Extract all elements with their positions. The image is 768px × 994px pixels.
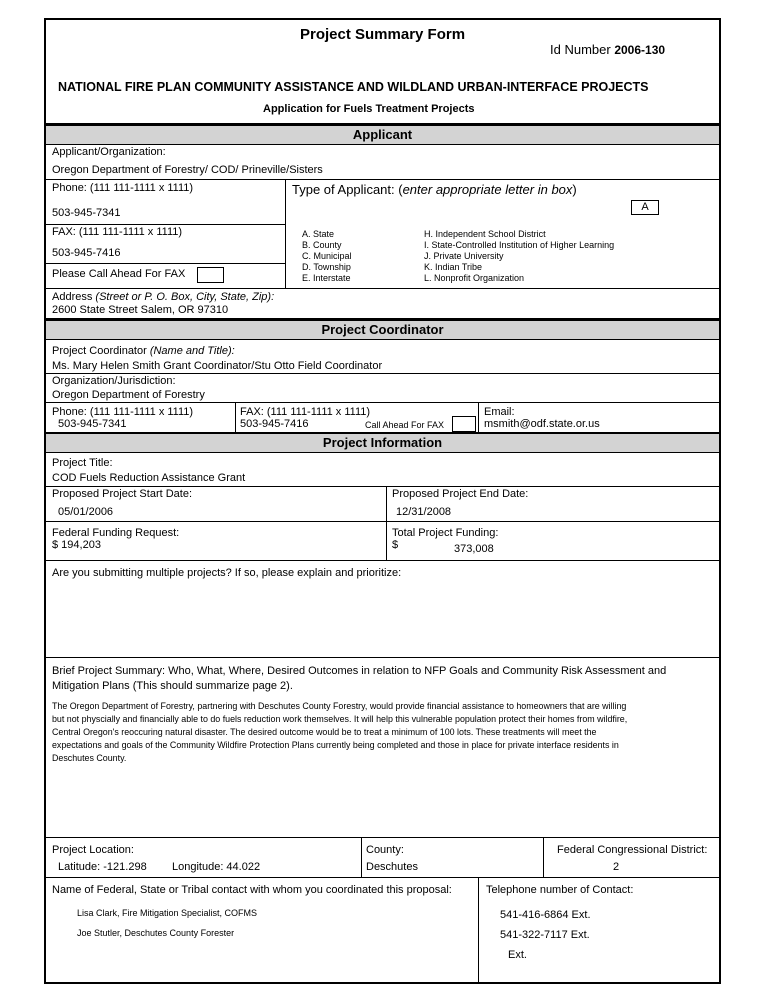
project-section-header: Project Information <box>46 433 719 453</box>
main-heading: NATIONAL FIRE PLAN COMMUNITY ASSISTANCE AND WILDLAND URBAN-INTERFACE PROJECTS <box>58 80 649 94</box>
summary-line: Central Oregon's reoccuring natural disaster. The desired outcome would be to treat a minimum of 100 lots. These treatments will meet the <box>52 727 597 737</box>
coordinator-call-ahead-checkbox[interactable] <box>452 416 476 432</box>
call-ahead-fax-checkbox[interactable] <box>197 267 224 283</box>
type-option-indian-tribe: K. Indian Tribe <box>424 262 483 272</box>
coordinator-call-ahead-label: Call Ahead For FAX <box>365 420 445 430</box>
type-option-township: D. Township <box>302 262 351 272</box>
contact-name-2[interactable]: Joe Stutler, Deschutes County Forester <box>77 928 235 938</box>
multiple-projects-field[interactable] <box>48 582 716 655</box>
type-option-county: B. County <box>302 240 342 250</box>
coordinator-phone-label: Phone: (111 111-1111 x 1111) <box>52 406 194 418</box>
coordinator-section-header: Project Coordinator <box>46 320 719 340</box>
id-number-value: 2006-130 <box>614 43 666 57</box>
type-option-nonprofit: L. Nonprofit Organization <box>424 273 525 283</box>
location-label: Project Location: <box>52 844 134 856</box>
applicant-fax-value[interactable]: 503-945-7416 <box>52 247 121 259</box>
end-date-label: Proposed Project End Date: <box>392 488 529 500</box>
contact-name-1[interactable]: Lisa Clark, Fire Mitigation Specialist, COFMS <box>77 908 258 918</box>
end-date-value[interactable]: 12/31/2008 <box>396 506 452 518</box>
call-ahead-fax-label: Please Call Ahead For FAX <box>52 268 186 280</box>
coordinator-fax-label: FAX: (111 111-1111 x 1111) <box>240 406 371 418</box>
federal-funding-value[interactable]: $ 194,203 <box>52 539 101 551</box>
summary-line: expectations and goals of the Community Wildfire Protection Plans currently being completed and those in place for private interface residents in <box>52 740 619 750</box>
multiple-projects-label: Are you submitting multiple projects? If so, please explain and prioritize: <box>52 567 402 579</box>
type-option-interstate: E. Interstate <box>302 273 351 283</box>
contact-phone-3[interactable]: Ext. <box>508 949 527 961</box>
coordinator-fax-value[interactable]: 503-945-7416 <box>240 418 309 430</box>
coordinator-org-value[interactable]: Oregon Department of Forestry <box>52 389 205 401</box>
project-title-label: Project Title: <box>52 457 113 469</box>
sub-heading: Application for Fuels Treatment Projects <box>263 103 475 115</box>
applicant-types-right <box>424 229 614 284</box>
address-value[interactable]: 2600 State Street Salem, OR 97310 <box>52 304 229 316</box>
coordinator-name-value[interactable]: Ms. Mary Helen Smith Grant Coordinator/Stu Otto Field Coordinator <box>52 360 383 372</box>
applicant-phone-value[interactable]: 503-945-7341 <box>52 207 121 219</box>
applicant-section-header: Applicant <box>46 125 719 145</box>
federal-funding-label: Federal Funding Request: <box>52 527 180 539</box>
type-option-municipal: C. Municipal <box>302 251 352 261</box>
contact-phone-2[interactable]: 541-322-7117 Ext. <box>500 929 590 941</box>
applicant-phone-label: Phone: (111 111-1111 x 1111) <box>52 182 194 194</box>
type-option-private-university: J. Private University <box>424 251 504 261</box>
summary-line: but not physcially and financially able to do fuels reduction work themselves. It will help this vulnerable population protect their homes from wildfire, <box>52 714 628 724</box>
contact-label: Name of Federal, State or Tribal contact with whom you coordinated this proposal: <box>52 884 452 896</box>
applicant-org-label: Applicant/Organization: <box>52 146 166 158</box>
county-value[interactable]: Deschutes <box>366 861 418 873</box>
type-option-school: H. Independent School District <box>424 229 546 239</box>
applicant-type-box[interactable]: A <box>631 200 659 215</box>
coordinator-org-label: Organization/Jurisdiction: <box>52 375 176 387</box>
applicant-fax-label: FAX: (111 111-1111 x 1111) <box>52 226 183 238</box>
latitude-value[interactable]: Latitude: -121.298 <box>58 861 147 873</box>
address-label: Address (Street or P. O. Box, City, State, Zip): <box>52 291 275 303</box>
summary-line: The Oregon Department of Forestry, partnering with Deschutes County Forestry, would provide financial assistance to homeowners that are willing <box>52 701 627 711</box>
contact-phone-1[interactable]: 541-416-6864 Ext. <box>500 909 591 921</box>
start-date-label: Proposed Project Start Date: <box>52 488 193 500</box>
coordinator-name-label: Project Coordinator (Name and Title): <box>52 345 235 357</box>
summary-label-line-1: Brief Project Summary: Who, What, Where, Desired Outcomes in relation to NFP Goals and Community Risk Assessment and <box>52 665 667 677</box>
applicant-org-value[interactable]: Oregon Department of Forestry/ COD/ Prineville/Sisters <box>52 164 323 176</box>
total-funding-value[interactable]: 373,008 <box>454 543 494 555</box>
total-funding-currency: $ <box>392 539 399 551</box>
summary-text[interactable] <box>52 700 627 765</box>
summary-label-line-2: Mitigation Plans (This should summarize page 2). <box>52 680 293 692</box>
type-option-state: A. State <box>302 229 335 239</box>
id-number-label: Id Number 2006-130 <box>550 42 666 57</box>
county-label: County: <box>366 844 404 856</box>
project-title-value[interactable]: COD Fuels Reduction Assistance Grant <box>52 472 246 484</box>
coordinator-email-label: Email: <box>484 406 515 418</box>
coordinator-email-value[interactable]: msmith@odf.state.or.us <box>484 418 600 430</box>
longitude-value[interactable]: Longitude: 44.022 <box>172 861 261 873</box>
total-funding-label: Total Project Funding: <box>392 527 499 539</box>
form-frame <box>44 18 721 984</box>
type-option-state-institution: I. State-Controlled Institution of Higher Learning <box>424 240 615 250</box>
start-date-value[interactable]: 05/01/2006 <box>58 506 114 518</box>
applicant-types-left <box>302 229 352 284</box>
form-title: Project Summary Form <box>300 26 466 43</box>
coordinator-phone-value[interactable]: 503-945-7341 <box>58 418 127 430</box>
summary-line: Deschutes County. <box>52 753 127 763</box>
contact-phone-label: Telephone number of Contact: <box>486 884 634 896</box>
applicant-type-label: Type of Applicant: (enter appropriate letter in box) <box>292 182 577 197</box>
district-value[interactable]: 2 <box>613 861 620 873</box>
district-label: Federal Congressional District: <box>557 844 708 856</box>
